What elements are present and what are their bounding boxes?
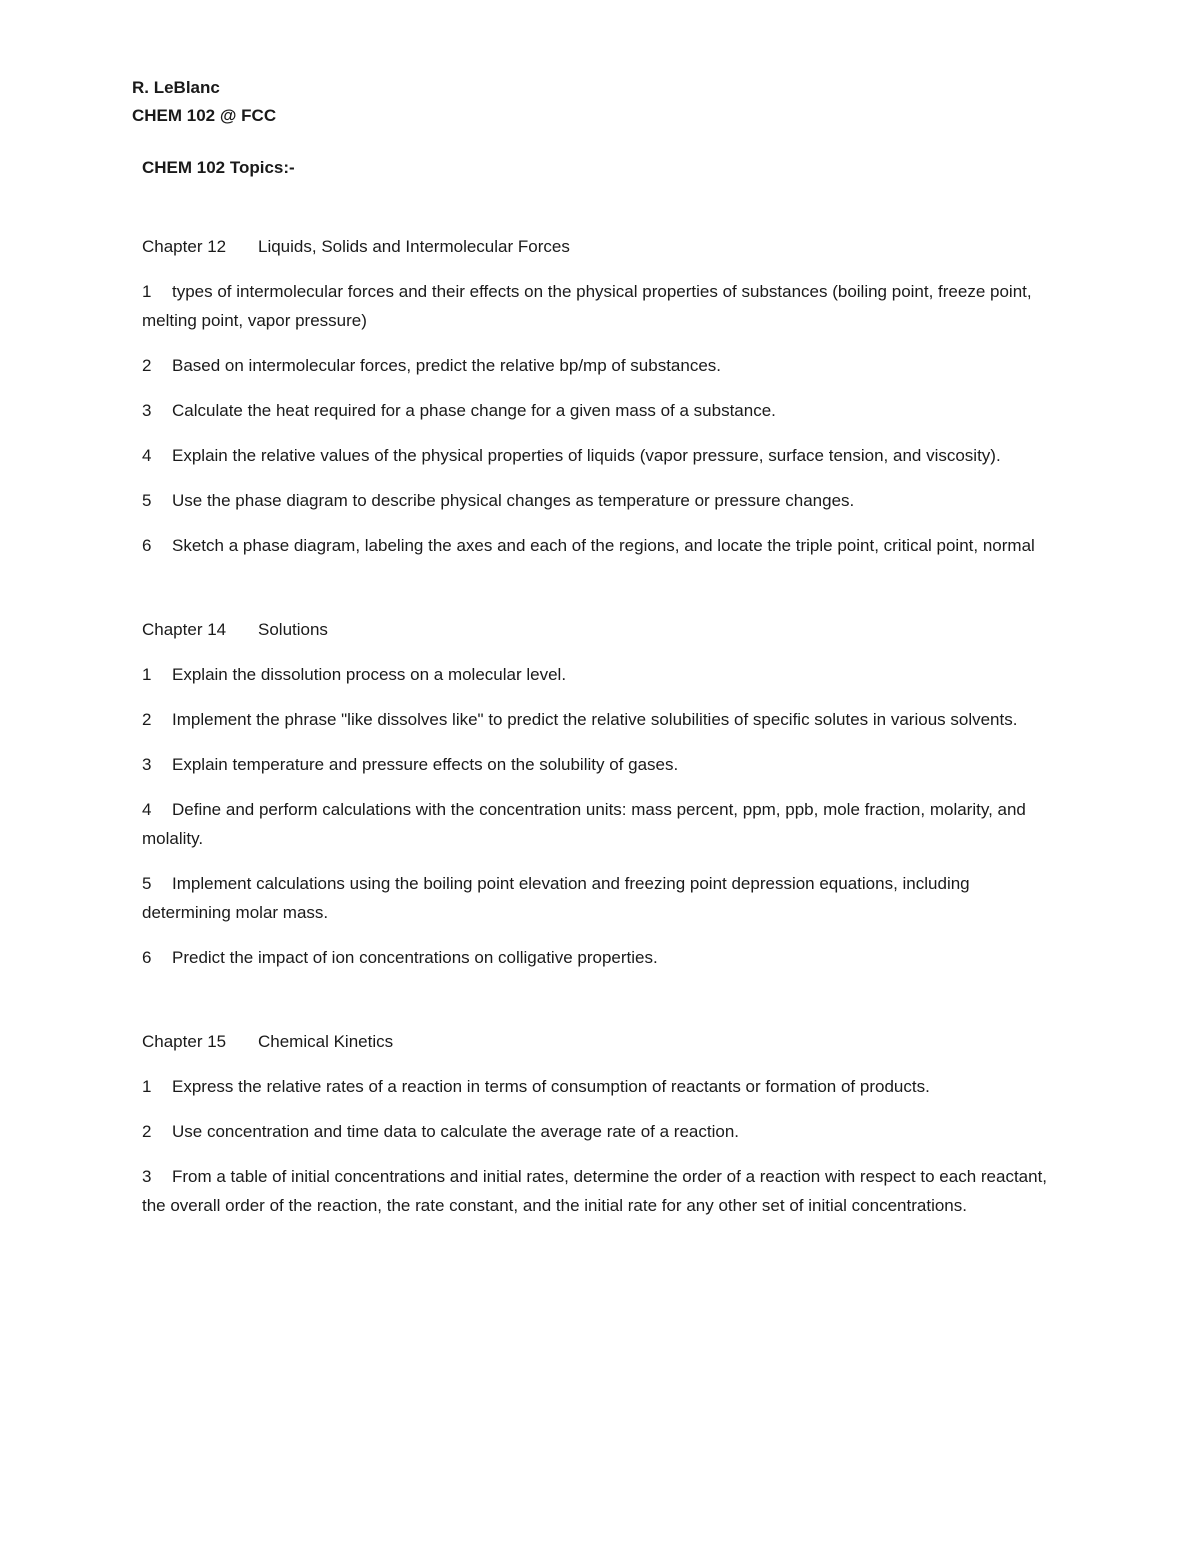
objective-item (142, 750, 1050, 779)
objective-item (142, 441, 1050, 470)
chapter-title: Liquids, Solids and Intermolecular Forces (258, 237, 570, 256)
objective-number: 2 (142, 356, 152, 375)
objective-number: 1 (142, 665, 152, 684)
objective-item (142, 1117, 1050, 1146)
author-name: R. LeBlanc (132, 78, 220, 97)
objective-number: 6 (142, 948, 152, 967)
objective-text: Use the phase diagram to describe physical changes as temperature or pressure changes. (172, 491, 855, 510)
objective-text: Express the relative rates of a reaction in terms of consumption of reactants or formation of products. (172, 1077, 930, 1096)
objective-item (142, 396, 1050, 425)
objective-text: Explain temperature and pressure effects on the solubility of gases. (172, 755, 679, 774)
chapter-number: Chapter 15 (142, 1032, 227, 1051)
objective-number: 4 (142, 800, 152, 819)
objective-text: Define and perform calculations with the concentration units: mass percent, ppm, ppb, mole fraction, molarity, and molality. (142, 800, 1026, 848)
objective-number: 4 (142, 446, 152, 465)
objective-text: Based on intermolecular forces, predict the relative bp/mp of substances. (172, 356, 722, 375)
objective-number: 5 (142, 491, 152, 510)
chapter-number: Chapter 14 (142, 620, 227, 639)
objective-text: Implement calculations using the boiling point elevation and freezing point depression equations, including determining molar mass. (142, 874, 970, 922)
objective-item (142, 1162, 1050, 1220)
objective-text: Explain the relative values of the physical properties of liquids (vapor pressure, surface tension, and viscosity). (172, 446, 1001, 465)
objective-number: 3 (142, 755, 152, 774)
objective-text: Sketch a phase diagram, labeling the axes and each of the regions, and locate the triple point, critical point, normal (172, 536, 1035, 555)
chapter-title: Chemical Kinetics (258, 1032, 394, 1051)
chapter-heading (142, 233, 1050, 261)
objective-text: Predict the impact of ion concentrations on colligative properties. (172, 948, 658, 967)
objective-number: 5 (142, 874, 152, 893)
objective-number: 2 (142, 1122, 152, 1141)
objective-item (142, 1072, 1050, 1101)
objective-item (142, 351, 1050, 380)
objective-number: 6 (142, 536, 152, 555)
objective-text: Calculate the heat required for a phase change for a given mass of a substance. (172, 401, 776, 420)
objective-item (142, 277, 1050, 335)
objective-number: 1 (142, 1077, 152, 1096)
objective-item (142, 531, 1050, 560)
objective-item (142, 943, 1050, 972)
objective-number: 3 (142, 401, 152, 420)
objective-text: From a table of initial concentrations and initial rates, determine the order of a reaction with respect to each reactant, the overall order of the reaction, the rate constant, and the initial rate for any other set of initial concentrations. (142, 1167, 1048, 1215)
chapter-heading (142, 1028, 1050, 1056)
chapter-title: Solutions (258, 620, 328, 639)
objective-item (142, 705, 1050, 734)
objective-item (142, 869, 1050, 927)
objective-number: 3 (142, 1167, 152, 1186)
course-title: CHEM 102 @ FCC (132, 106, 277, 125)
objective-item (142, 795, 1050, 853)
chapter-section-14 (142, 616, 1050, 972)
chapter-section-15 (142, 1028, 1050, 1220)
objective-number: 2 (142, 710, 152, 729)
objective-text: Use concentration and time data to calculate the average rate of a reaction. (172, 1122, 740, 1141)
chapter-section-12 (142, 233, 1050, 560)
objective-item (142, 486, 1050, 515)
chapter-heading (142, 616, 1050, 644)
chapter-number: Chapter 12 (142, 237, 227, 256)
objective-text: Implement the phrase "like dissolves like" to predict the relative solubilities of specific solutes in various solvents. (172, 710, 1018, 729)
topics-heading: CHEM 102 Topics:- (142, 158, 295, 177)
objective-item (142, 660, 1050, 689)
objective-number: 1 (142, 282, 152, 301)
objective-text: Explain the dissolution process on a molecular level. (172, 665, 567, 684)
objective-text: types of intermolecular forces and their effects on the physical properties of substances (boiling point, freeze point, melting point, vapor pressure) (142, 282, 1032, 330)
